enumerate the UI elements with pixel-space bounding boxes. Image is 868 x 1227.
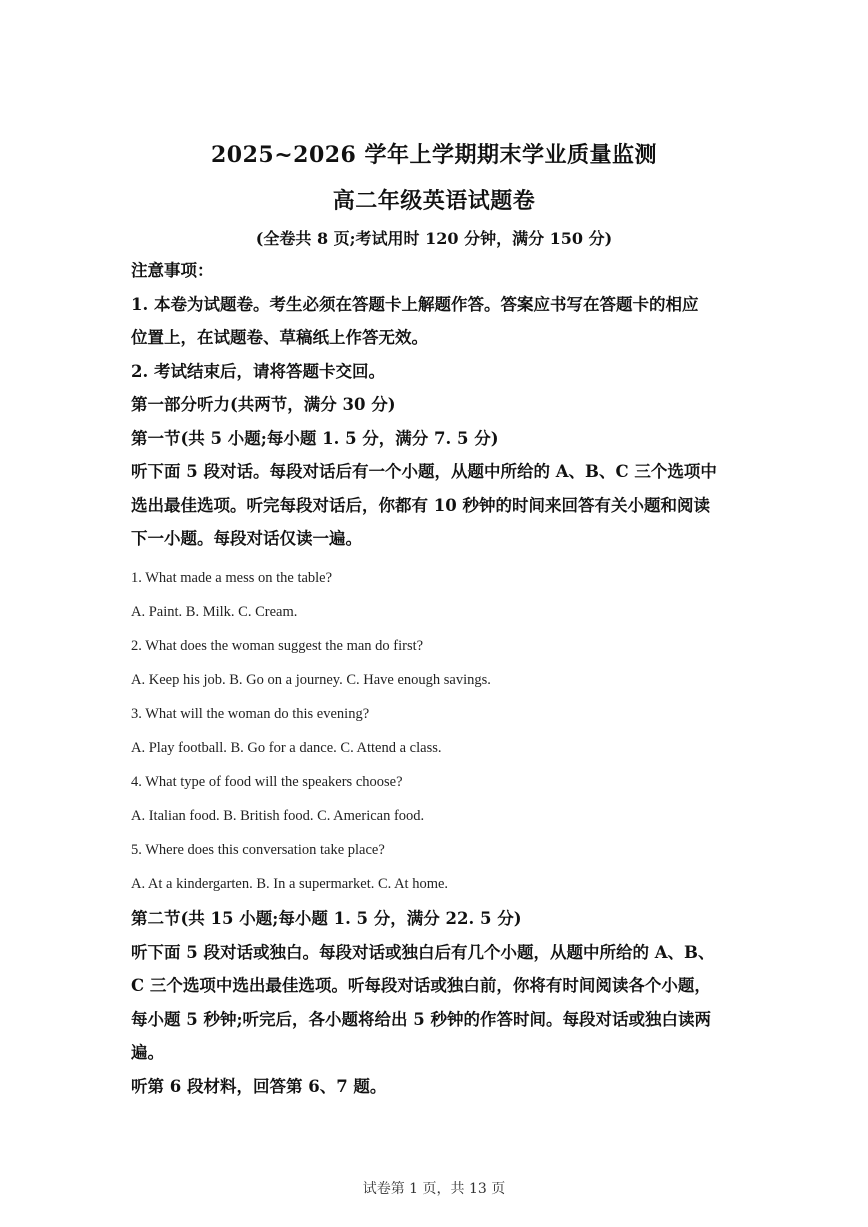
question-options: A. At a kindergarten. B. In a supermarket. C. At home. <box>131 876 449 892</box>
section1-instruction-line-3: 下一小题。每段对话仅读一遍。 <box>131 529 362 548</box>
notice-item-1-line-1: 1. 本卷为试题卷。考生必须在答题卡上解题作答。答案应书写在答题卡的相应 <box>131 294 699 314</box>
material-6-instruction: 听第 6 段材料，回答第 6、7 题。 <box>131 1076 387 1096</box>
questions-list <box>131 561 751 901</box>
question-options: A. Play football. B. Go for a dance. C. Attend a class. <box>131 740 442 756</box>
notice-item-2: 2. 考试结束后，请将答题卡交回。 <box>131 361 385 381</box>
section2-instruction-line-4: 遍。 <box>131 1043 164 1062</box>
section2-block <box>131 902 751 1103</box>
section1-heading: 第一节(共 5 小题;每小题 1. 5 分，满分 7. 5 分) <box>131 428 499 448</box>
section2-instruction-line-2: C 三个选项中选出最佳选项。听每段对话或独白前，你将有时间阅读各个小题， <box>131 976 711 995</box>
notice-heading: 注意事项： <box>131 261 214 280</box>
question-text: 3. What will the woman do this evening? <box>131 706 370 722</box>
question-text: 5. Where does this conversation take place? <box>131 842 385 858</box>
section2-instruction-line-3: 每小题 5 秒钟;听完后，各小题将给出 5 秒钟的作答时间。每段对话或独白读两 <box>131 1009 712 1029</box>
exam-title: 2025~2026 学年上学期期末学业质量监测 <box>210 142 658 168</box>
section1-instruction-line-2: 选出最佳选项。听完每段对话后，你都有 10 秒钟的时间来回答有关小题和阅读 <box>131 495 710 515</box>
exam-subtitle: (全卷共 8 页;考试用时 120 分钟，满分 150 分) <box>255 229 613 248</box>
question-options: A. Italian food. B. British food. C. American food. <box>131 808 425 824</box>
question-text: 2. What does the woman suggest the man do first? <box>131 638 424 654</box>
section2-instruction-line-1: 听下面 5 段对话或独白。每段对话或独白后有几个小题，从题中所给的 A、B、 <box>131 942 715 962</box>
page-footer: 试卷第 1 页，共 13 页 <box>362 1181 506 1197</box>
question-options: A. Paint. B. Milk. C. Cream. <box>131 604 298 620</box>
question-text: 4. What type of food will the speakers choose? <box>131 774 403 790</box>
part1-heading: 第一部分听力(共两节，满分 30 分) <box>131 395 396 414</box>
exam-subject-title: 高二年级英语试题卷 <box>332 188 536 214</box>
notice-block <box>131 254 751 556</box>
question-options: A. Keep his job. B. Go on a journey. C. Have enough savings. <box>131 672 491 688</box>
notice-item-1-line-2: 位置上，在试题卷、草稿纸上作答无效。 <box>131 328 428 347</box>
section2-heading: 第二节(共 15 小题;每小题 1. 5 分，满分 22. 5 分) <box>131 909 522 928</box>
section1-instruction-line-1: 听下面 5 段对话。每段对话后有一个小题，从题中所给的 A、B、C 三个选项中 <box>131 462 717 481</box>
question-text: 1. What made a mess on the table? <box>131 570 333 586</box>
